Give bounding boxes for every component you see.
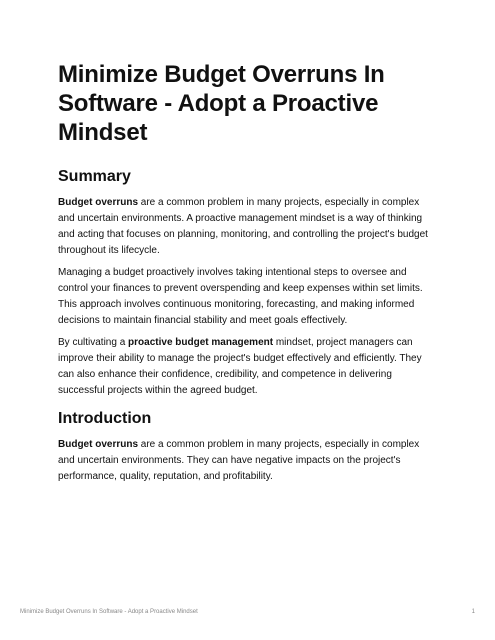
page-footer [20,609,475,615]
document-content [58,60,438,491]
summary-p3-text: mindset, project managers can improve their ability to manage the project's budget effectively and efficiently. They can also enhance their confidence, credibility, and competence in delivering successful projects within the agreed budget. [58,337,422,396]
summary-p3-pre: By cultivating a [58,337,129,348]
introduction-paragraph-1 [58,437,438,485]
summary-p3-bold: proactive budget management [128,337,274,348]
summary-paragraph-3 [58,335,438,399]
summary-paragraph-1 [58,195,438,259]
introduction-heading: Introduction [58,410,152,427]
summary-p1-text: are a common problem in many projects, especially in complex and uncertain environments. A proactive management mindset is a way of thinking and acting that focuses on planning, monitoring, and controlling the project's budget throughout its lifecycle. [58,197,428,256]
intro-p1-text: are a common problem in many projects, especially in complex and uncertain environments. They can have negative impacts on the project's performance, quality, reputation, and profitability. [58,439,420,482]
summary-paragraph-2: Managing a budget proactively involves taking intentional steps to oversee and control your finances to prevent overspending and keep expenses within set limits. This approach involves continuous monitoring, forecasting, and making informed decisions to maintain financial stability and meet goals effectively. [58,267,423,326]
page-title: Minimize Budget Overruns In Software - Adopt a Proactive Mindset [58,61,385,146]
footer-page-number: 1 [471,609,475,615]
intro-p1-bold: Budget overruns [58,439,139,450]
footer-title: Minimize Budget Overruns In Software - Adopt a Proactive Mindset [20,609,198,615]
summary-p1-bold: Budget overruns [58,197,139,208]
summary-heading: Summary [58,168,131,185]
